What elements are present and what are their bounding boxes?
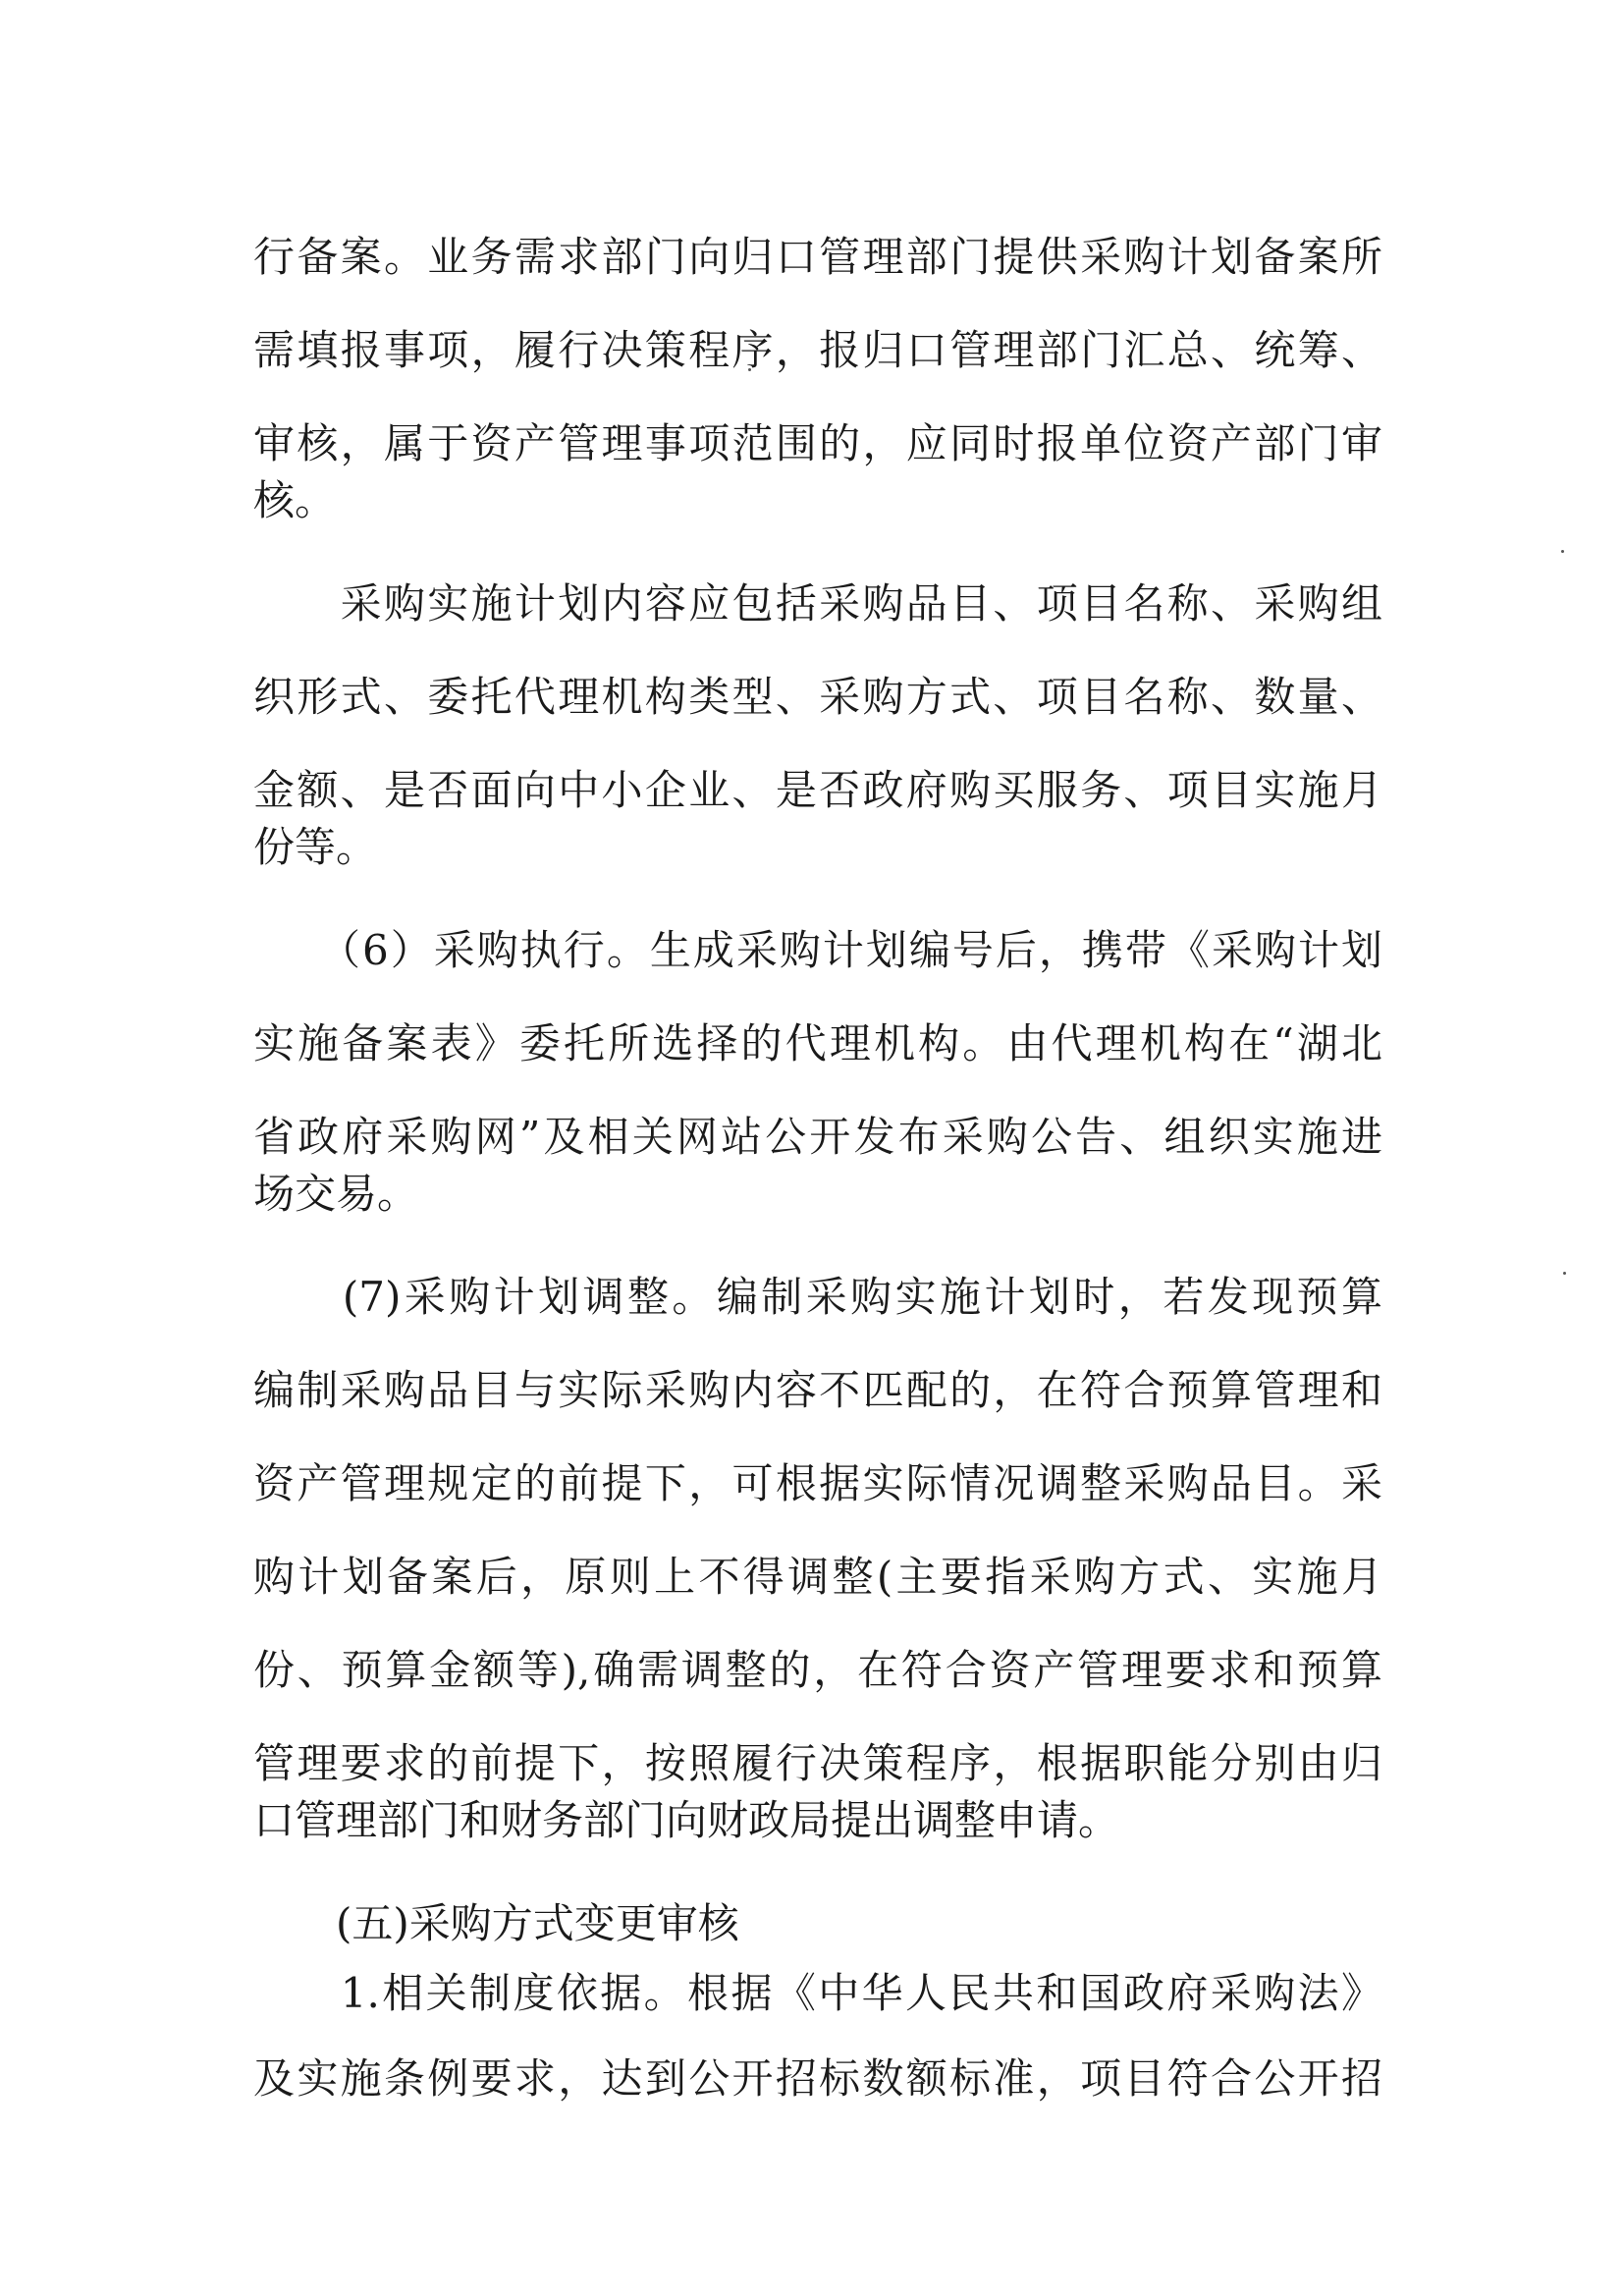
text-line: 织形式、委托代理机构类型、采购方式、项目名称、数量、 [253,673,1382,721]
text-line: 省政府采购网”及相关网站公开发布采购公告、组织实施进 [253,1113,1382,1161]
text-line: (五)采购方式变更审核 [253,1899,739,1947]
text-line: 金额、是否面向中小企业、是否政府购买服务、项目实施月 [253,766,1382,814]
text-line: 资产管理规定的前提下，可根据实际情况调整采购品目。采 [253,1459,1382,1507]
text-line: （6）采购执行。生成采购计划编号后，携带《采购计划 [253,926,1382,974]
text-line: 份等。 [253,823,378,871]
text-line: 需填报事项，履行决策程序，报归口管理部门汇总、统筹、 [253,326,1382,374]
text-line: 口管理部门和财务部门向财政局提出调整申请。 [253,1796,1120,1844]
text-line: 审核，属于资产管理事项范围的，应同时报单位资产部门审 [253,419,1382,467]
text-line: 及实施条例要求，达到公开招标数额标准，项目符合公开招 [253,2054,1382,2103]
text-line: 购计划备案后，原则上不得调整(主要指采购方式、实施月 [253,1553,1382,1601]
text-line: 行备案。业务需求部门向归口管理部门提供采购计划备案所 [253,233,1382,281]
scan-speck [1563,1272,1566,1275]
scan-speck [1561,550,1564,553]
text-line: 实施备案表》委托所选择的代理机构。由代理机构在“湖北 [253,1019,1382,1067]
text-line: 场交易。 [253,1170,419,1218]
text-line: 编制采购品目与实际采购内容不匹配的，在符合预算管理和 [253,1366,1382,1414]
text-line: 管理要求的前提下，按照履行决策程序，根据职能分别由归 [253,1739,1382,1787]
text-line: (7)采购计划调整。编制采购实施计划时，若发现预算 [253,1273,1382,1321]
text-line: 份、预算金额等),确需调整的，在符合资产管理要求和预算 [253,1646,1382,1694]
text-line: 1.相关制度依据。根据《中华人民共和国政府采购法》 [253,1969,1382,2017]
text-line: 采购实施计划内容应包括采购品目、项目名称、采购组 [253,579,1382,628]
text-line: 核。 [253,476,337,524]
